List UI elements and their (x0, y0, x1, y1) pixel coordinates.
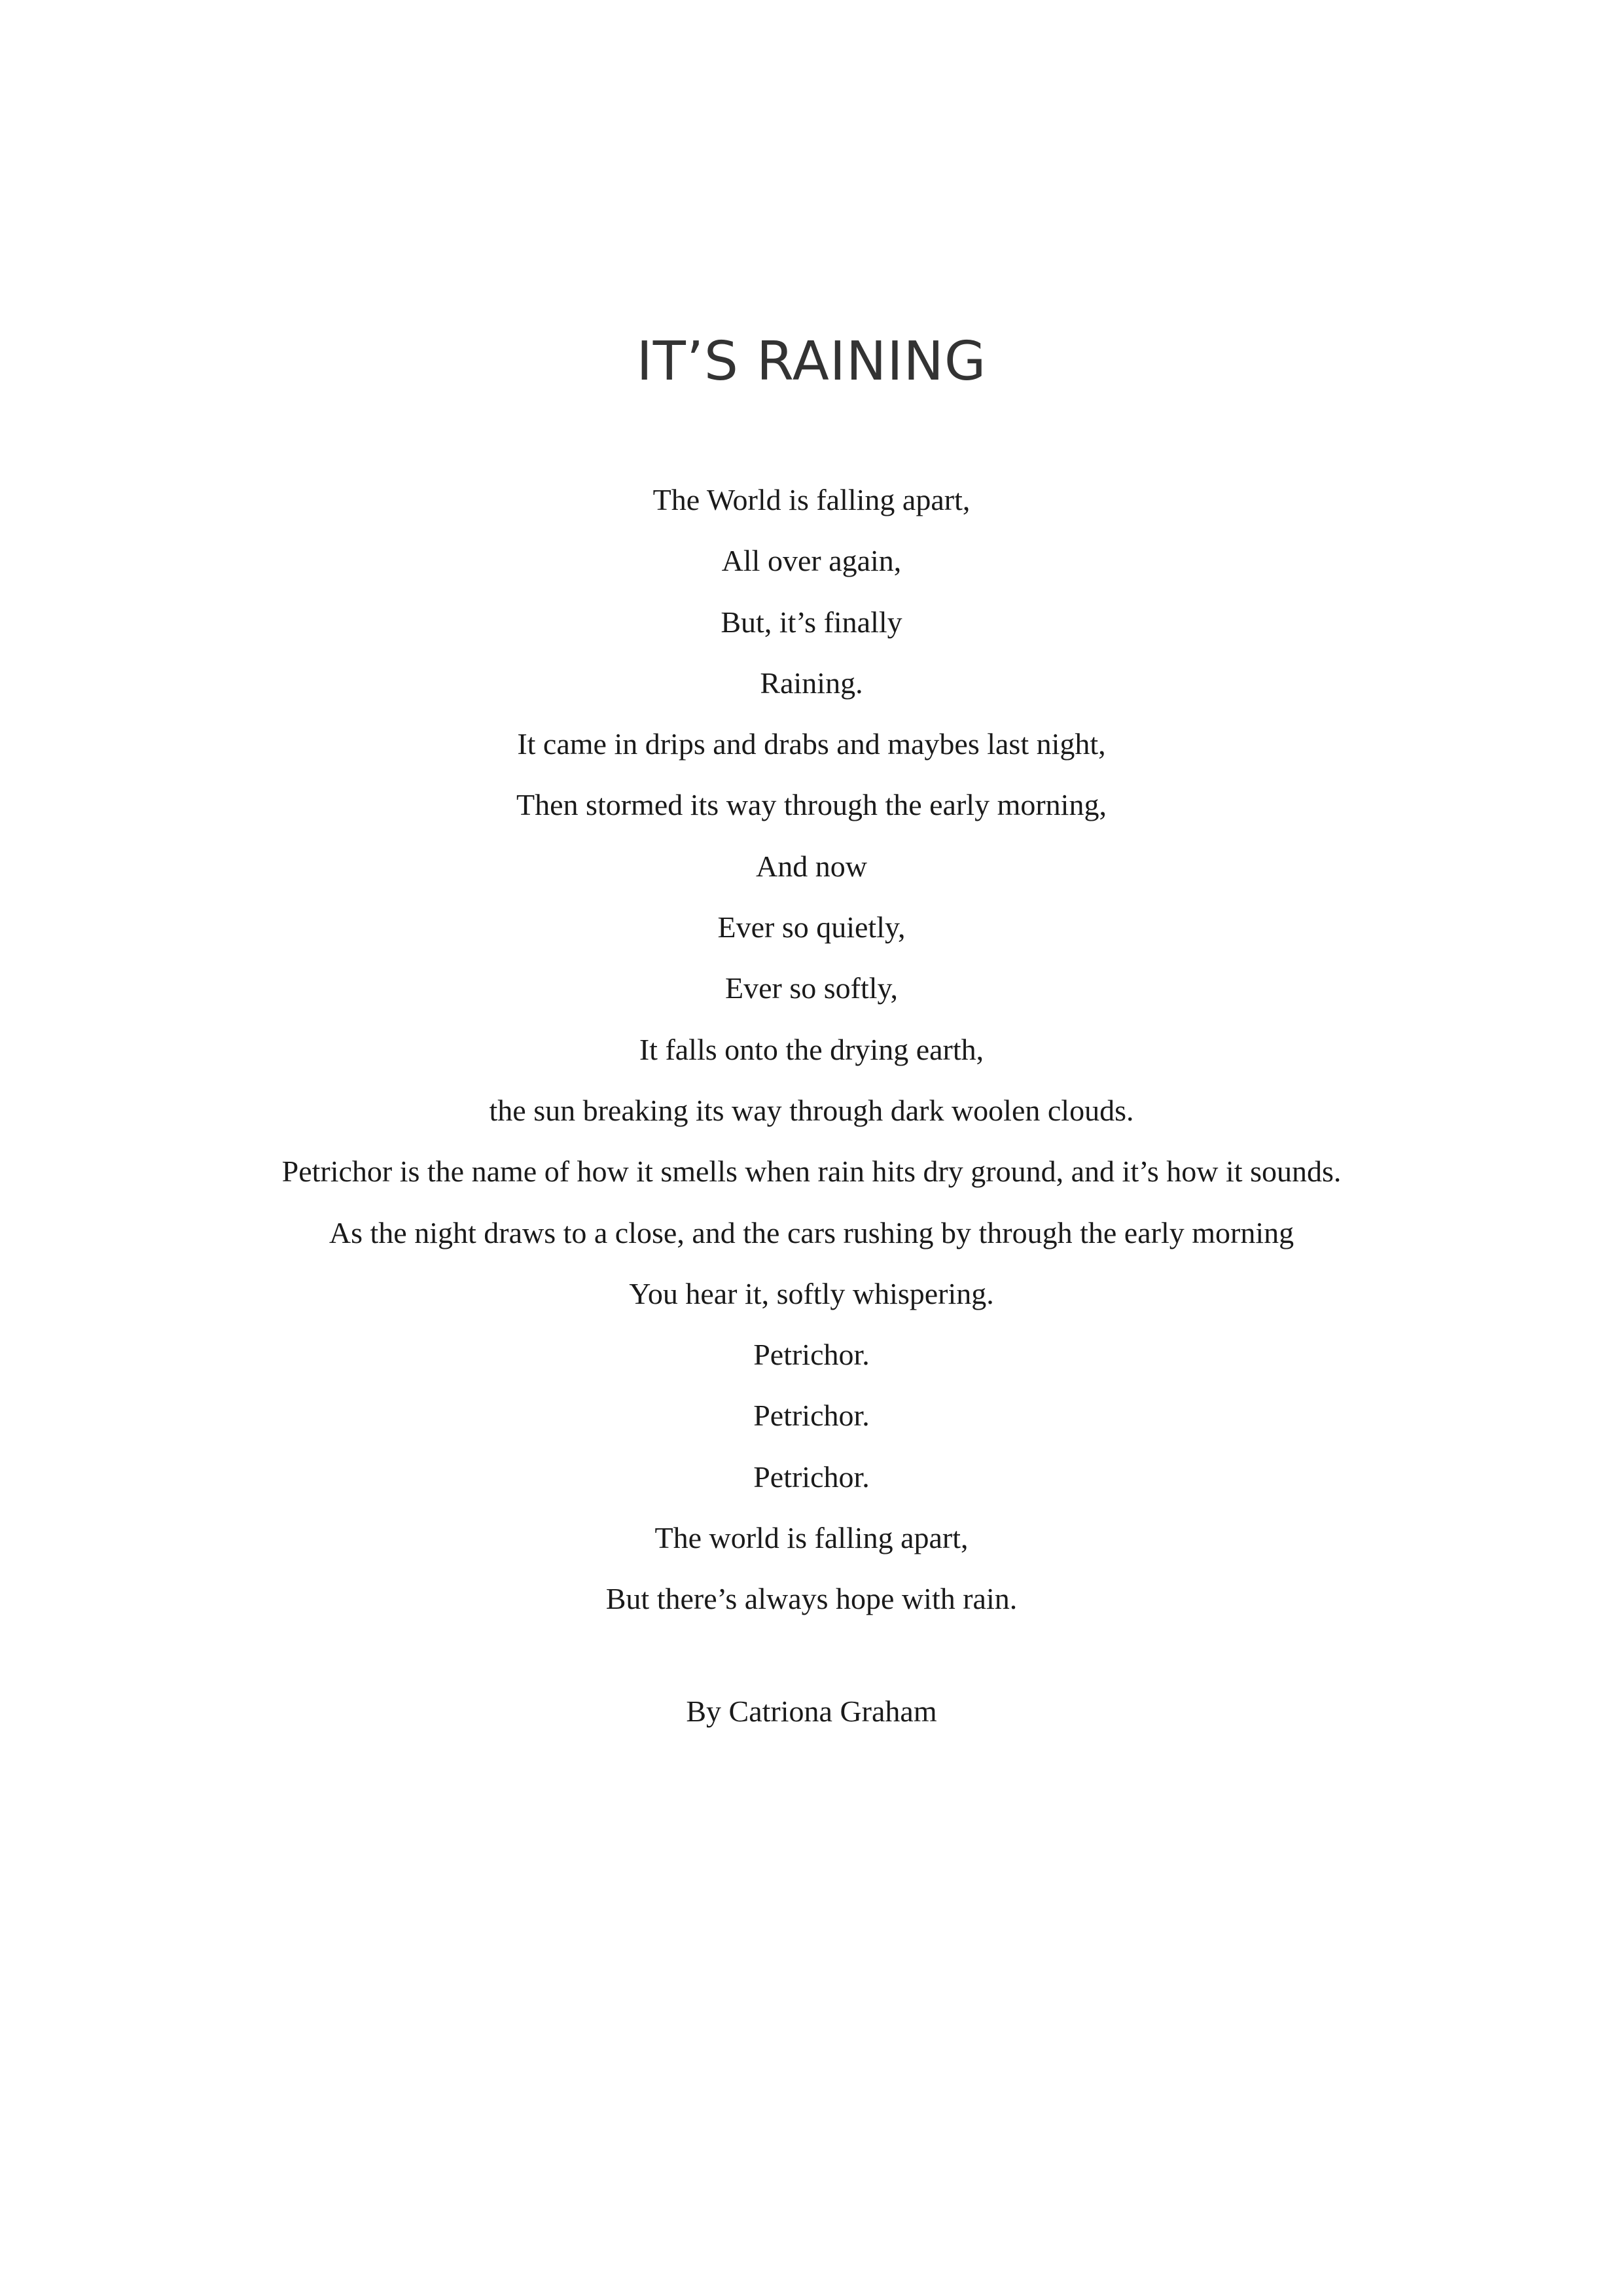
poem-line: The World is falling apart, (652, 483, 971, 516)
poem-line: The world is falling apart, (654, 1521, 969, 1555)
poem-line: Petrichor. (753, 1399, 870, 1433)
poem-line: Ever so quietly, (717, 910, 906, 944)
poem-line: Petrichor is the name of how it smells when rain hits dry ground, and it’s how it sounds. (281, 1155, 1342, 1189)
poem-line: It falls onto the drying earth, (639, 1032, 984, 1066)
poem-line: But, it’s finally (721, 605, 902, 639)
poem-line: It came in drips and drabs and maybes last night, (517, 727, 1106, 761)
poem-line: Then stormed its way through the early morning, (516, 788, 1107, 822)
poem-line: You hear it, softly whispering. (629, 1276, 994, 1310)
poem-line: As the night draws to a close, and the cars rushing by through the early morning (329, 1215, 1294, 1249)
poem-author: By Catriona Graham (686, 1695, 937, 1728)
poem-line: But there’s always hope with rain. (605, 1582, 1018, 1616)
poem-line: Petrichor. (753, 1460, 870, 1494)
poem-line: All over again, (721, 544, 902, 578)
poem-title: IT’S RAINING (636, 331, 987, 393)
poem-line: the sun breaking its way through dark woolen clouds. (489, 1093, 1134, 1127)
poem-line: Raining. (760, 666, 863, 700)
poem-body (0, 469, 1623, 1630)
poem-line: Petrichor. (753, 1338, 870, 1372)
poem-line: Ever so softly, (724, 971, 899, 1005)
poem-line: And now (756, 849, 867, 883)
